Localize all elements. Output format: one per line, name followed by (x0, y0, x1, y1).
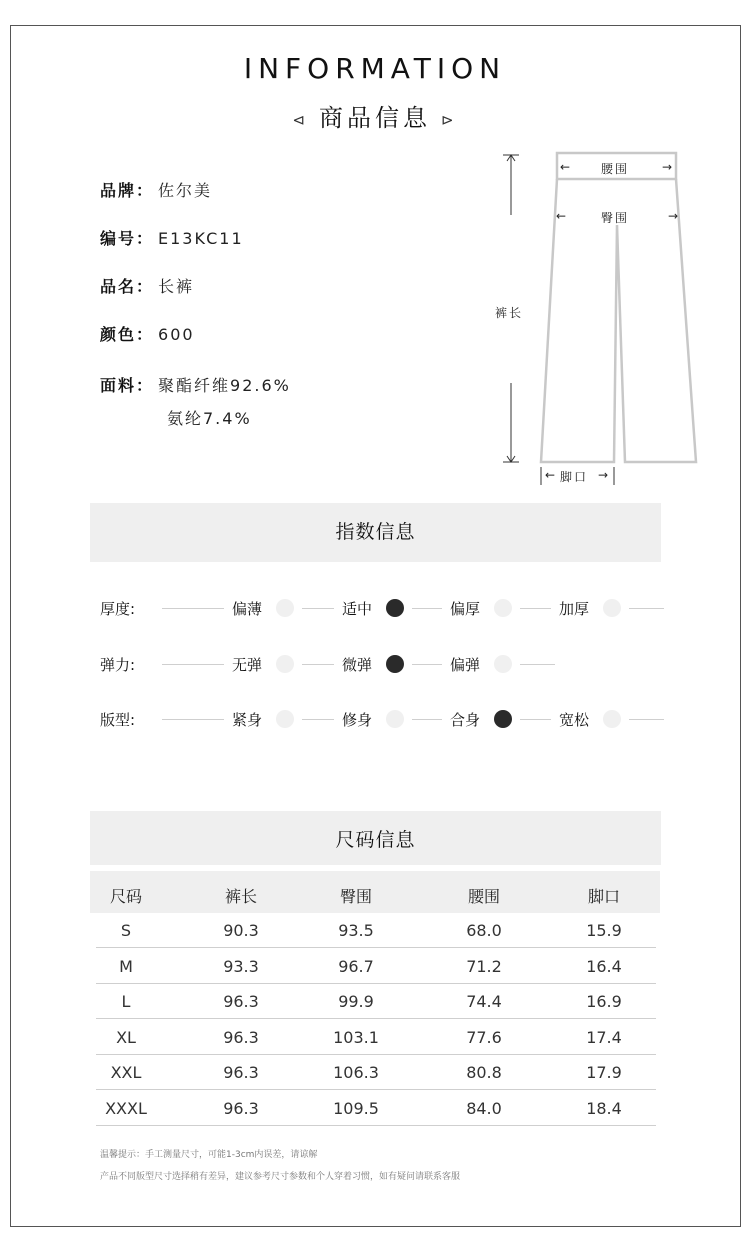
table-row (96, 949, 656, 984)
table-cell: XL (116, 1027, 136, 1047)
info-name (100, 274, 194, 297)
size-header-cell: 裤长 (224, 887, 257, 906)
index-row-label: 厚度: (100, 600, 136, 618)
table-cell: 96.7 (338, 956, 374, 976)
table-cell: 80.8 (466, 1063, 502, 1082)
info-value: 佐尔美 (158, 181, 213, 200)
table-cell: 74.4 (466, 992, 502, 1011)
left-arrow-icon: ⊲ (292, 110, 309, 129)
index-option-label: 偏薄 (232, 600, 263, 618)
size-header-cell: 脚口 (587, 887, 620, 906)
info-value: 长裤 (158, 277, 195, 296)
info-fabric-line2 (163, 406, 252, 429)
info-color (100, 322, 195, 345)
index-option-label: 修身 (342, 711, 373, 729)
table-cell: 96.3 (223, 992, 259, 1011)
hem-label: 脚口 (560, 470, 589, 484)
index-option-label: 无弹 (232, 656, 263, 674)
table-cell: 16.4 (586, 956, 622, 976)
table-cell: 16.9 (586, 992, 622, 1011)
index-option-label: 适中 (342, 600, 373, 618)
waist-label: 腰围 (601, 162, 630, 176)
title-cn (0, 98, 750, 133)
index-dot (494, 599, 512, 617)
index-row-label: 版型: (100, 711, 136, 729)
table-cell: S (120, 921, 132, 940)
index-dot-selected (386, 655, 404, 673)
table-cell: L (121, 992, 131, 1011)
hem-arrow-right-icon: → (598, 468, 611, 482)
size-header-cell: 尺码 (109, 887, 142, 906)
table-cell: 90.3 (223, 921, 259, 940)
info-fabric (100, 373, 291, 396)
waist-arrow-left-icon: ← (560, 160, 573, 174)
index-dot-selected (494, 710, 512, 728)
index-option-label: 合身 (450, 711, 481, 729)
index-option-label: 紧身 (232, 711, 263, 729)
right-arrow-icon: ⊳ (441, 110, 458, 129)
hem-arrow-left-icon: ← (545, 468, 558, 482)
note-line-2: 产品不同版型尺寸选择稍有差异，建议参考尺寸参数和个人穿着习惯，如有疑问请联系客服 (100, 1172, 461, 1182)
index-dot (386, 710, 404, 728)
table-cell: 77.6 (466, 1027, 502, 1047)
table-cell: 93.3 (223, 956, 259, 976)
table-cell: 18.4 (586, 1098, 622, 1118)
index-dot (276, 599, 294, 617)
size-section-title: 尺码信息 (90, 811, 661, 865)
table-row (96, 1020, 656, 1055)
info-value: 氨纶7.4% (167, 409, 252, 428)
info-label: 品牌： (100, 181, 155, 200)
size-table-header (90, 871, 660, 913)
index-row (100, 707, 670, 731)
table-cell: 68.0 (466, 921, 502, 940)
table-row (96, 913, 656, 948)
index-option-label: 宽松 (559, 711, 590, 729)
title-en: INFORMATION (243, 52, 507, 85)
pants-diagram (490, 145, 710, 490)
info-label: 品名： (100, 277, 155, 296)
table-row (96, 1091, 656, 1126)
index-row (100, 596, 670, 620)
table-row (96, 984, 656, 1019)
index-dot (276, 655, 294, 673)
hip-label: 臀围 (601, 211, 630, 225)
index-option-label: 微弹 (342, 656, 373, 674)
index-dot (603, 599, 621, 617)
note-line-1: 温馨提示：手工测量尺寸，可能1-3cm内误差，请谅解 (100, 1150, 318, 1160)
table-cell: 93.5 (338, 921, 374, 940)
index-option-label: 偏弹 (450, 656, 481, 674)
table-cell: 106.3 (333, 1063, 379, 1082)
info-code (100, 226, 244, 249)
table-cell: XXXL (105, 1098, 147, 1118)
index-option-label: 加厚 (559, 600, 590, 618)
info-value: 600 (158, 325, 195, 344)
hip-arrow-left-icon: ← (556, 209, 569, 223)
table-cell: 17.4 (586, 1027, 622, 1047)
index-dot-selected (386, 599, 404, 617)
size-header-cell: 臀围 (339, 887, 372, 906)
index-dot (603, 710, 621, 728)
index-row-label: 弹力: (100, 656, 136, 674)
table-cell: XXL (110, 1063, 142, 1082)
hip-arrow-right-icon: → (668, 209, 681, 223)
info-label: 编号： (100, 229, 155, 248)
info-value: 聚酯纤维92.6% (158, 376, 291, 395)
info-brand (100, 178, 212, 201)
table-cell: 103.1 (333, 1027, 379, 1047)
info-label: 面料： (100, 376, 155, 395)
table-cell: 96.3 (223, 1063, 259, 1082)
table-cell: 71.2 (466, 956, 502, 976)
size-header-cell: 腰围 (467, 887, 500, 906)
info-label: 颜色： (100, 325, 155, 344)
table-cell: 17.9 (586, 1063, 622, 1082)
table-cell: 15.9 (586, 921, 622, 940)
index-dot (494, 655, 512, 673)
length-label: 裤长 (495, 306, 524, 320)
title-cn-text: 商品信息 (319, 104, 431, 132)
index-section-title: 指数信息 (90, 503, 661, 562)
table-cell: M (119, 956, 133, 976)
table-cell: 96.3 (223, 1098, 259, 1118)
index-row (100, 652, 670, 676)
info-value: E13KC11 (158, 229, 244, 248)
table-cell: 96.3 (223, 1027, 259, 1047)
index-dot (276, 710, 294, 728)
table-cell: 109.5 (333, 1098, 379, 1118)
table-cell: 84.0 (466, 1098, 502, 1118)
index-option-label: 偏厚 (450, 600, 481, 618)
waist-arrow-right-icon: → (662, 160, 675, 174)
table-row (96, 1055, 656, 1090)
table-cell: 99.9 (338, 992, 374, 1011)
